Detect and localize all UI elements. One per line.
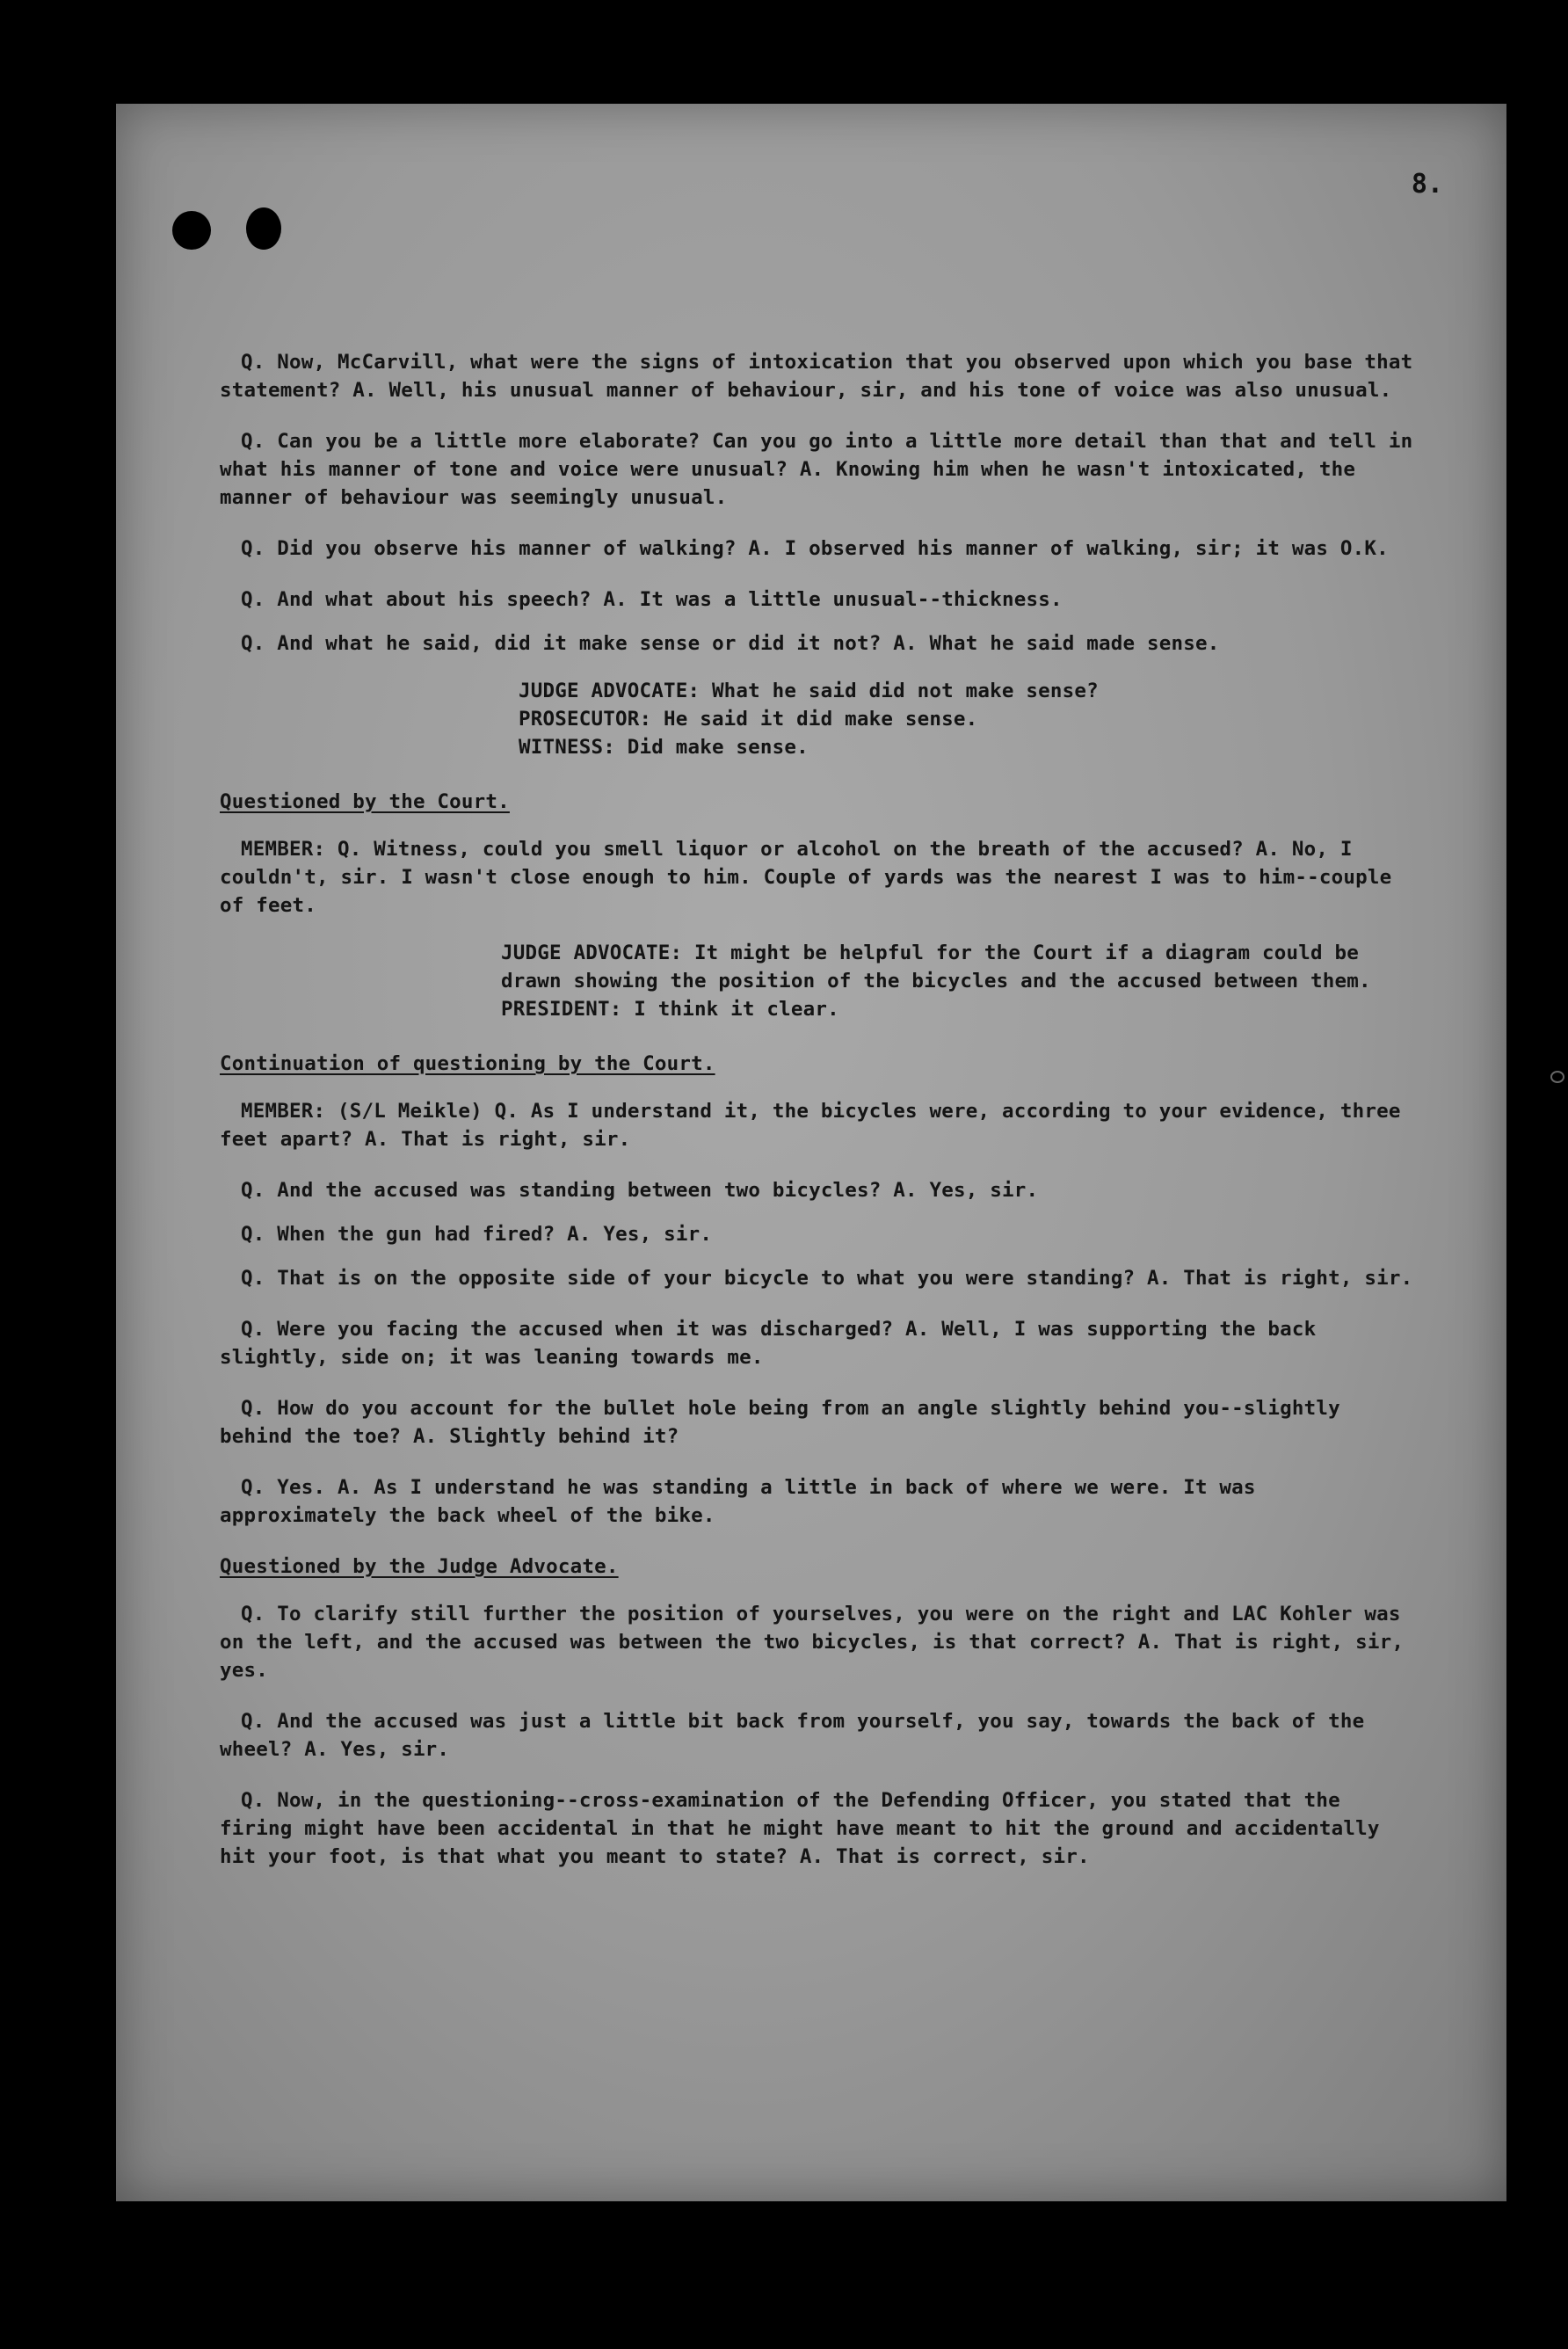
paragraph: Q. To clarify still further the position of yourselves, you were on the right and LAC Kohler was on the left, and the accused was between the two bicycles, is that correct? A. That is right, sir, yes. [220, 1603, 1405, 1682]
scan-artifact [1550, 1071, 1564, 1083]
paragraph: Q. How do you account for the bullet hole being from an angle slightly behind you--slightly behind the toe? A. Slightly behind it? [220, 1397, 1340, 1448]
section-heading: Questioned by the Court. [220, 790, 510, 813]
punch-hole [246, 207, 281, 250]
paragraph: Q. Can you be a little more elaborate? Can you go into a little more detail than that and tell in what his manner of tone and voice were unusual? A. Knowing him when he wasn't intoxicated, the manner of behaviour was seemingly unusual. [220, 430, 1413, 509]
colloquy-line: JUDGE ADVOCATE: It might be helpful for the Court if a diagram could be drawn showing the position of the bicycles and the accused between them. [501, 942, 1371, 993]
paragraph: Q. And the accused was standing between two bicycles? A. Yes, sir. [241, 1179, 1039, 1202]
paragraph: Q. Yes. A. As I understand he was standing a little in back of where we were. It was approximately the back wheel of the bike. [220, 1476, 1256, 1527]
paragraph: Q. When the gun had fired? A. Yes, sir. [241, 1223, 713, 1246]
colloquy-line: JUDGE ADVOCATE: What he said did not make sense? [519, 680, 1099, 702]
paragraph: Q. And what about his speech? A. It was a little unusual--thickness. [241, 588, 1063, 611]
paragraph: MEMBER: (S/L Meikle) Q. As I understand it, the bicycles were, according to your evidence, three feet apart? A. That is right, sir. [220, 1100, 1401, 1151]
paragraph: Q. And the accused was just a little bit back from yourself, you say, towards the back of the wheel? A. Yes, sir. [220, 1710, 1365, 1761]
colloquy-line: WITNESS: Did make sense. [519, 736, 809, 759]
paragraph: Q. And what he said, did it make sense or did it not? A. What he said made sense. [241, 632, 1220, 655]
paragraph: Q. Were you facing the accused when it was discharged? A. Well, I was supporting the back slightly, side on; it was leaning towards me. [220, 1318, 1317, 1369]
colloquy-block [501, 939, 1415, 1023]
punch-hole [172, 211, 211, 250]
page-number: 8. [1411, 169, 1443, 200]
colloquy-line: PROSECUTOR: He said it did make sense. [519, 708, 978, 731]
document-body [220, 348, 1415, 1894]
colloquy-block [519, 677, 1415, 761]
paragraph: Q. Did you observe his manner of walking? A. I observed his manner of walking, sir; it was O.K. [241, 537, 1389, 560]
colloquy-line: PRESIDENT: I think it clear. [501, 998, 839, 1021]
section-heading: Questioned by the Judge Advocate. [220, 1555, 619, 1578]
paragraph: MEMBER: Q. Witness, could you smell liquor or alcohol on the breath of the accused? A. No, I couldn't, sir. I wasn't close enough to him. Couple of yards was the nearest I was to him--couple of feet. [220, 838, 1392, 917]
document-page [116, 104, 1506, 2201]
section-heading: Continuation of questioning by the Court. [220, 1052, 715, 1075]
paragraph: Q. Now, McCarvill, what were the signs of intoxication that you observed upon which you base that statement? A. Well, his unusual manner of behaviour, sir, and his tone of voice was also unusual. [220, 351, 1413, 402]
paragraph: Q. Now, in the questioning--cross-examination of the Defending Officer, you stated that the firing might have been accidental in that he might have meant to hit the ground and accidentally hit your foot, is that what you meant to state? A. That is correct, sir. [220, 1789, 1380, 1868]
paragraph: Q. That is on the opposite side of your bicycle to what you were standing? A. That is right, sir. [241, 1267, 1413, 1290]
